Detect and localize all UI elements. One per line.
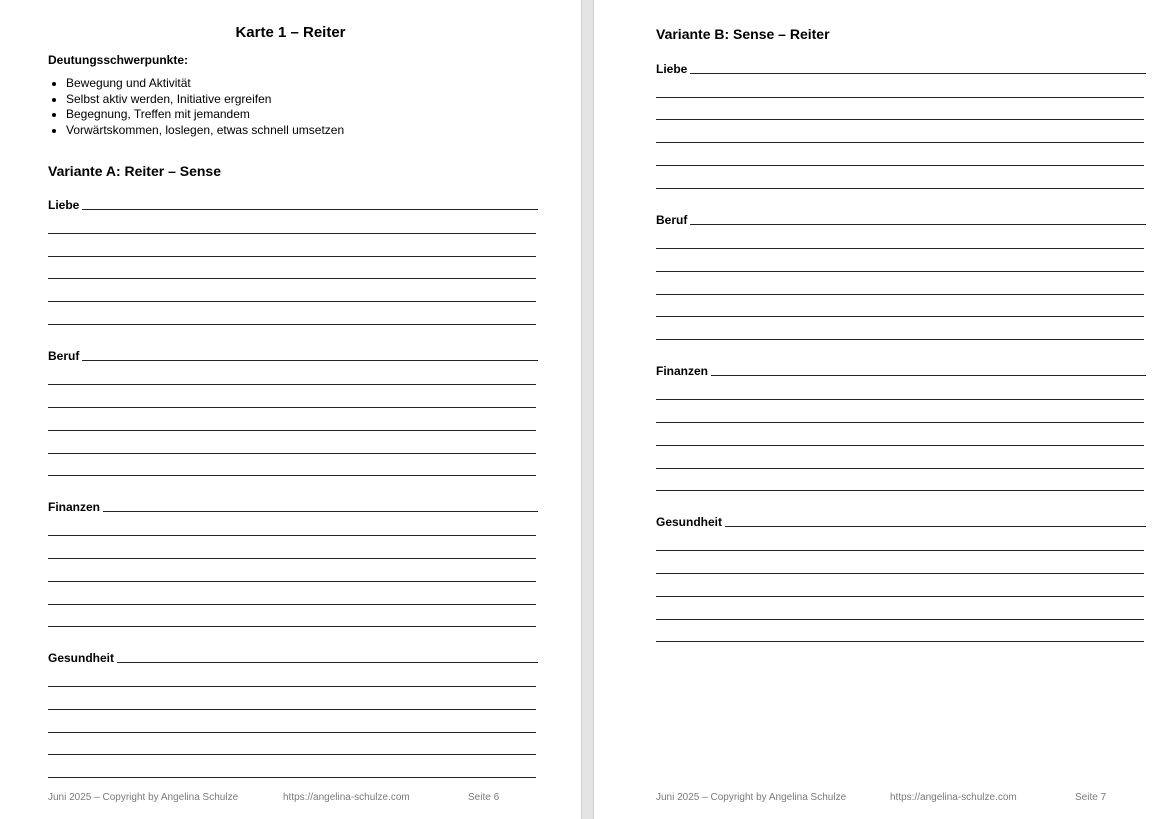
write-line[interactable] <box>48 686 536 687</box>
write-line[interactable] <box>656 248 1144 249</box>
section-label: Gesundheit <box>656 515 723 529</box>
write-line[interactable] <box>656 422 1144 423</box>
write-line[interactable] <box>656 641 1144 642</box>
section-beruf <box>48 347 538 477</box>
section-label: Gesundheit <box>48 651 115 665</box>
footer-page-number: Seite 7 <box>1075 792 1107 803</box>
write-line[interactable] <box>690 224 1146 225</box>
write-line[interactable] <box>711 375 1146 376</box>
write-line[interactable] <box>48 475 536 476</box>
write-line[interactable] <box>656 468 1144 469</box>
section-liebe <box>48 196 538 326</box>
write-line[interactable] <box>48 278 536 279</box>
variant-b-title: Variante B: Sense – Reiter <box>656 26 830 42</box>
write-line[interactable] <box>48 256 536 257</box>
write-line[interactable] <box>656 142 1144 143</box>
write-line[interactable] <box>48 626 536 627</box>
write-line[interactable] <box>48 407 536 408</box>
focus-point: • Selbst aktiv werden, Initiative ergreifen <box>66 92 344 108</box>
write-line[interactable] <box>48 754 536 755</box>
write-line[interactable] <box>690 73 1146 74</box>
write-line[interactable] <box>48 233 536 234</box>
page-7 <box>594 0 1172 819</box>
write-line[interactable] <box>117 662 538 663</box>
write-line[interactable] <box>656 271 1144 272</box>
section-gesundheit <box>48 649 538 779</box>
write-line[interactable] <box>48 709 536 710</box>
write-line[interactable] <box>656 445 1144 446</box>
page-gutter <box>581 0 594 819</box>
focus-points-list <box>48 76 344 138</box>
section-finanzen <box>656 362 1146 492</box>
write-line[interactable] <box>656 165 1144 166</box>
section-label: Liebe <box>48 198 80 212</box>
write-line[interactable] <box>48 558 536 559</box>
footer-copyright: Juni 2025 – Copyright by Angelina Schulze <box>48 792 239 803</box>
write-line[interactable] <box>103 511 538 512</box>
focus-point: • Vorwärtskommen, loslegen, etwas schnell umsetzen <box>66 123 344 139</box>
write-line[interactable] <box>48 384 536 385</box>
write-line[interactable] <box>656 188 1144 189</box>
write-line[interactable] <box>725 526 1146 527</box>
write-line[interactable] <box>656 490 1144 491</box>
footer-copyright: Juni 2025 – Copyright by Angelina Schulze <box>656 792 847 803</box>
footer-link[interactable]: https://angelina-schulze.com <box>890 792 1017 803</box>
write-line[interactable] <box>656 316 1144 317</box>
section-liebe <box>656 60 1146 190</box>
section-label: Finanzen <box>656 364 709 378</box>
page-title: Karte 1 – Reiter <box>235 24 346 41</box>
write-line[interactable] <box>48 535 536 536</box>
write-line[interactable] <box>48 430 536 431</box>
page-6 <box>0 0 581 819</box>
write-line[interactable] <box>656 339 1144 340</box>
focus-heading: Deutungsschwerpunkte: <box>48 53 189 67</box>
write-line[interactable] <box>82 209 538 210</box>
section-label: Beruf <box>656 213 688 227</box>
section-beruf <box>656 211 1146 341</box>
section-finanzen <box>48 498 538 628</box>
write-line[interactable] <box>656 399 1144 400</box>
section-label: Finanzen <box>48 500 101 514</box>
write-line[interactable] <box>656 119 1144 120</box>
write-line[interactable] <box>48 777 536 778</box>
write-line[interactable] <box>656 596 1144 597</box>
section-gesundheit <box>656 513 1146 643</box>
write-line[interactable] <box>48 581 536 582</box>
write-line[interactable] <box>48 453 536 454</box>
write-line[interactable] <box>656 97 1144 98</box>
focus-point: • Begegnung, Treffen mit jemandem <box>66 107 344 123</box>
write-line[interactable] <box>656 294 1144 295</box>
write-line[interactable] <box>48 732 536 733</box>
footer-page-number: Seite 6 <box>468 792 500 803</box>
section-label: Liebe <box>656 62 688 76</box>
write-line[interactable] <box>48 324 536 325</box>
write-line[interactable] <box>656 619 1144 620</box>
write-line[interactable] <box>48 301 536 302</box>
write-line[interactable] <box>48 604 536 605</box>
write-line[interactable] <box>656 573 1144 574</box>
footer-link[interactable]: https://angelina-schulze.com <box>283 792 410 803</box>
write-line[interactable] <box>656 550 1144 551</box>
write-line[interactable] <box>82 360 538 361</box>
focus-point: • Bewegung und Aktivität <box>66 76 344 92</box>
section-label: Beruf <box>48 349 80 363</box>
variant-a-title: Variante A: Reiter – Sense <box>48 163 222 179</box>
